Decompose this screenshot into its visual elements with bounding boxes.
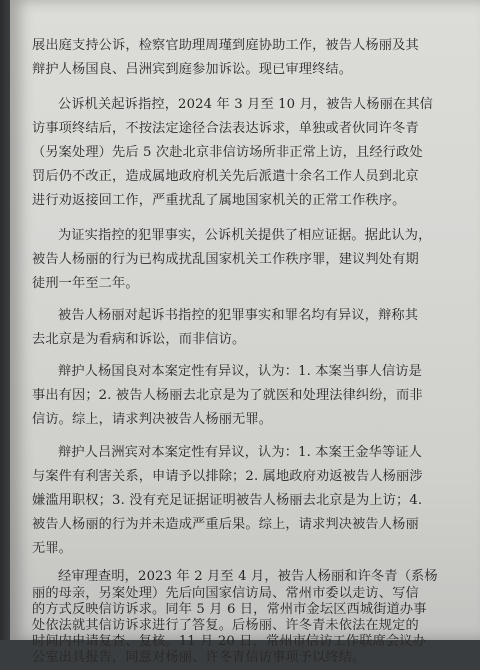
text-line: 公室出具报告，同意对杨丽、许冬青信访事项予以终结。 bbox=[32, 650, 366, 665]
text-line: 被告人杨丽的行为并未造成严重后果。综上，请求判决被告人杨丽 bbox=[32, 517, 419, 532]
text-line: 辩护人杨国良、吕洲宾到庭参加诉讼。现已审理终结。 bbox=[32, 62, 353, 77]
text-line: 事出有因；2. 被告人杨丽去北京是为了就医和处理法律纠纷，而非 bbox=[32, 388, 423, 403]
text-line: 时间内申请复查、复核。11 月 20 日，常州市信访工作联席会议办 bbox=[32, 634, 426, 649]
text-line: 展出庭支持公诉，检察官助理周瑾到庭协助工作，被告人杨丽及其 bbox=[32, 38, 419, 53]
text-line: 无罪。 bbox=[32, 541, 73, 556]
text-line: 嫌滥用职权；3. 没有充足证据证明被告人杨丽去北京是为上访；4. bbox=[32, 493, 423, 508]
document-page bbox=[10, 0, 480, 665]
text-line: 辩护人杨国良对本案定性有异议，认为：1. 本案当事人信访是 bbox=[58, 364, 422, 379]
text-line: 与案件有利害关系，申请予以排除；2. 属地政府劝返被告人杨丽涉 bbox=[32, 469, 423, 484]
text-line: 为证实指控的犯罪事实，公诉机关提供了相应证据。据此认为， bbox=[58, 228, 432, 243]
text-line: （另案处理）先后 5 次赴北京非信访场所非正常上访，且经行政处 bbox=[32, 145, 423, 160]
text-line: 访事项终结后，不按法定途径合法表达诉求，单独或者伙同许冬青 bbox=[32, 121, 419, 136]
text-line: 公诉机关起诉指控，2024 年 3 月至 10 月，被告人杨丽在其信 bbox=[58, 97, 433, 112]
text-line: 丽的母亲，另案处理）先后向国家信访局、常州市委以走访、写信 bbox=[32, 586, 419, 601]
text-line: 信访。综上，请求判决被告人杨丽无罪。 bbox=[32, 412, 273, 427]
text-line: 被告人杨丽的行为已构成扰乱国家机关工作秩序罪，建议判处有期 bbox=[32, 252, 419, 267]
text-line: 罚后仍不改正，造成属地政府机关先后派遣十余名工作人员到北京 bbox=[32, 169, 419, 184]
text-line: 进行劝返接回工作，严重扰乱了属地国家机关的正常工作秩序。 bbox=[32, 193, 406, 208]
text-line: 经审理查明，2023 年 2 月至 4 月，被告人杨丽和许冬青（系杨 bbox=[58, 569, 438, 584]
text-line: 辩护人吕洲宾对本案定性有异议，认为：1. 本案王金华等证人 bbox=[58, 445, 422, 460]
text-line: 处依法就其信访诉求进行了答复。后杨丽、许冬青未依法在规定的 bbox=[32, 618, 419, 633]
text-line: 去北京是为看病和诉讼，而非信访。 bbox=[32, 332, 246, 347]
text-line: 的方式反映信访诉求。同年 5 月 6 日，常州市金坛区西城街道办事 bbox=[32, 602, 427, 617]
text-line: 被告人杨丽对起诉书指控的犯罪事实和罪名均有异议，辩称其 bbox=[58, 308, 419, 323]
text-line: 徒刑一年至二年。 bbox=[32, 276, 139, 291]
